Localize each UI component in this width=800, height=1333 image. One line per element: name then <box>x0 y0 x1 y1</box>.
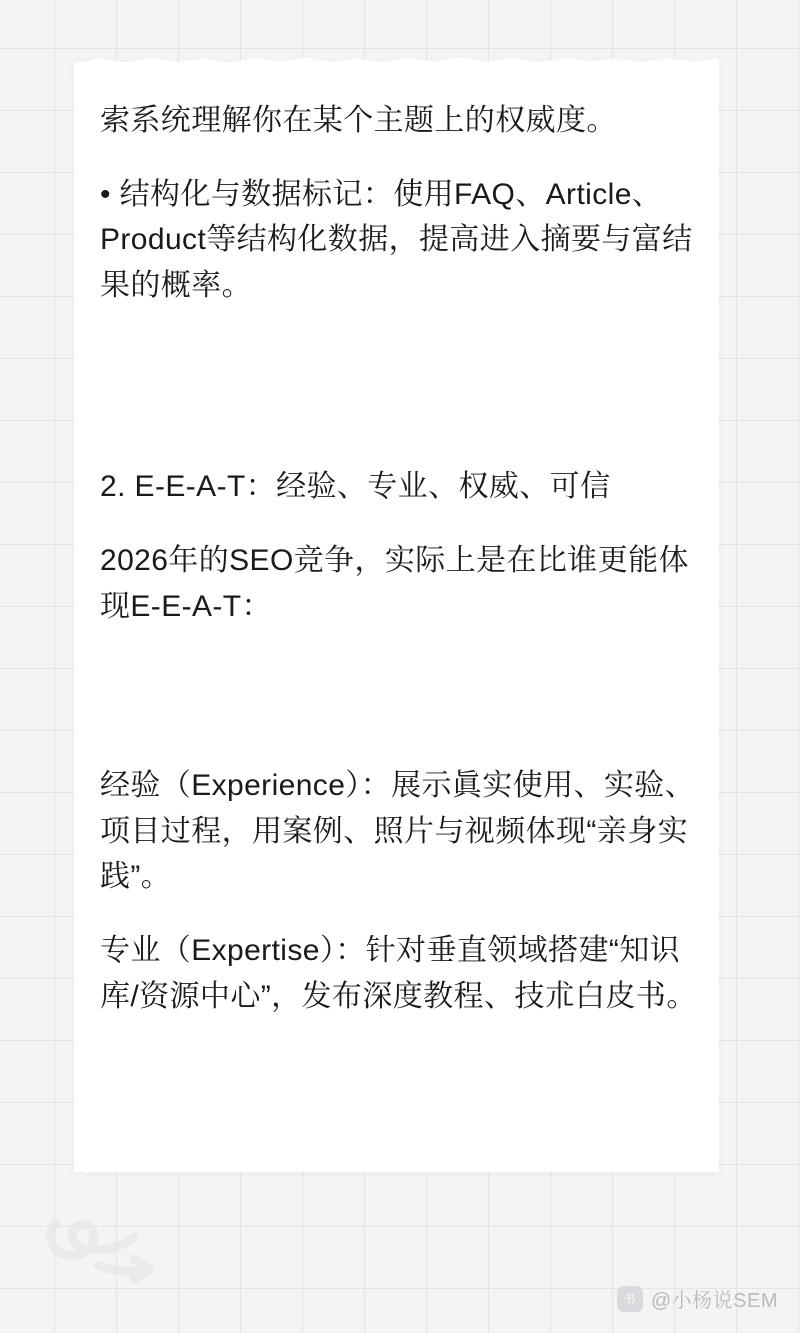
torn-paper-top-edge <box>74 56 719 64</box>
paper-note-card <box>74 62 719 1172</box>
section-spacer-1 <box>100 336 700 454</box>
paragraph-intro: 索系统理解你在某个主题上的权威度。 <box>100 104 617 137</box>
torn-paper-bottom-edge <box>74 1167 719 1183</box>
brand-logo-icon <box>38 1207 168 1293</box>
watermark-badge-icon: 书 <box>617 1286 643 1312</box>
section-spacer-2 <box>100 657 700 763</box>
paragraph-expertise: 专业（Expertise）：针对垂直领域搭建“知识库/资源中心”，发布深度教程、技朮白皮书。 <box>100 933 697 1013</box>
paragraph-seo-2026: 2026年的SEO竞争，实际上是在比谁更能体现E-E-A-T： <box>100 543 689 623</box>
note-content <box>100 98 700 1047</box>
section-heading-eeat: 2. E-E-A-T：经验、专业、权威、可信 <box>100 470 611 504</box>
paragraph-experience: 经验（Experience）：展示眞实使用、实验、项目过程，用案例、照片与视频体现“亲身实践”。 <box>100 769 696 894</box>
watermark <box>617 1284 778 1313</box>
paragraph-structured-data: • 结构化与数据标记：使用FAQ、Article、Product等结构化数据，提高进入摘要与富结果的概率。 <box>100 177 693 302</box>
watermark-text: @小杨说SEM <box>650 1290 778 1312</box>
